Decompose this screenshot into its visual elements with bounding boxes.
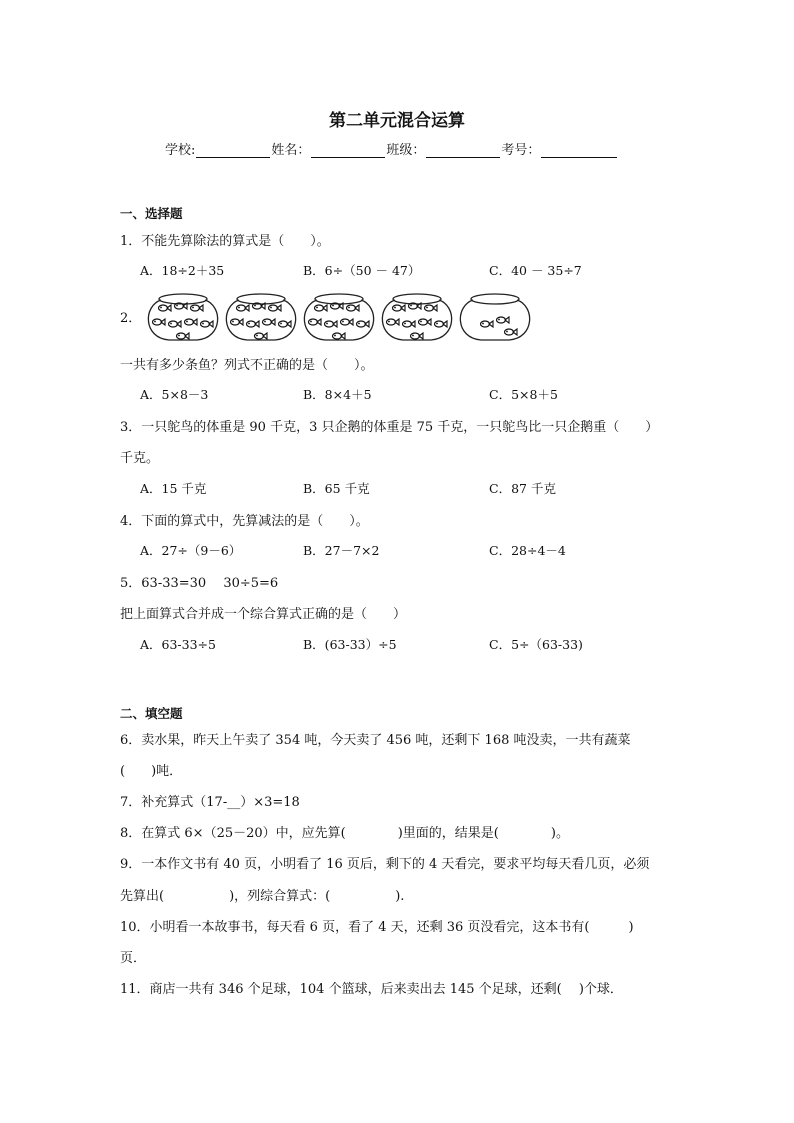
question-7-text: 7．补充算式（17-__）×3=18 <box>120 795 300 810</box>
fish-bowls-figure <box>145 288 545 346</box>
school-label: 学校: <box>165 143 196 158</box>
q5-option-c[interactable]: C．5÷（63-33) <box>489 637 583 652</box>
q3-option-b[interactable]: B．65 千克 <box>303 481 370 496</box>
number-blank[interactable] <box>541 143 617 158</box>
question-6-line-2: ( )吨． <box>120 764 183 779</box>
fish-bowl <box>148 294 217 340</box>
fish-icon <box>169 321 182 327</box>
fish-icon <box>341 319 354 325</box>
q4-option-c[interactable]: C．28÷4－4 <box>489 543 566 558</box>
q2-option-a[interactable]: A．5×8－3 <box>140 387 209 402</box>
q5-option-b[interactable]: B．(63-33）÷5 <box>303 637 397 652</box>
question-2-text: 一共有多少条鱼？列式不正确的是（ ）。 <box>120 358 374 373</box>
question-3-line-2: 千克。 <box>120 451 160 466</box>
fish-icon <box>191 305 204 311</box>
fish-icon <box>237 305 250 311</box>
school-blank[interactable] <box>196 143 270 158</box>
name-label: 姓名： <box>271 143 311 158</box>
name-blank[interactable] <box>311 143 385 158</box>
q3-option-a[interactable]: A．15 千克 <box>140 481 207 496</box>
fish-icon <box>425 305 438 311</box>
class-blank[interactable] <box>426 143 500 158</box>
fish-icon <box>309 319 322 325</box>
question-6-line-1: 6．卖水果，昨天上午卖了 354 吨，今天卖了 456 吨，还剩下 168 吨没卖，一共有蔬菜 <box>120 733 631 748</box>
fish-icon <box>419 319 432 325</box>
fish-icon <box>435 321 448 327</box>
fish-bowl <box>304 294 373 340</box>
q1-option-a[interactable]: A．18÷2＋35 <box>140 263 225 278</box>
question-4-text: 4．下面的算式中，先算减法的是（ ）。 <box>120 514 369 529</box>
fish-icon <box>333 333 346 339</box>
question-11-text: 11．商店一共有 346 个足球，104 个篮球，后来卖出去 145 个足球，还剩( )个球． <box>120 982 623 997</box>
q5-option-a[interactable]: A．63-33÷5 <box>140 637 216 652</box>
section-heading-choice: 一、选择题 <box>120 206 183 221</box>
question-9-line-1: 9．一本作文书有 40 页，小明看了 16 页后，剩下的 4 天看完，要求平均每天看几页，必须 <box>120 857 650 872</box>
question-5-line-1: 5．63-33=30 30÷5=6 <box>120 576 279 591</box>
question-1-text: 1．不能先算除法的算式是（ ）。 <box>120 234 330 249</box>
q3-option-c[interactable]: C．87 千克 <box>489 481 556 496</box>
fish-bowls-svg <box>145 288 545 342</box>
fish-icon <box>387 319 400 325</box>
q2-option-b[interactable]: B．8×4＋5 <box>303 387 372 402</box>
fish-icon <box>201 321 214 327</box>
fish-icon <box>357 321 370 327</box>
fish-icon <box>279 321 292 327</box>
fish-icon <box>315 305 328 311</box>
fish-icon <box>159 305 172 311</box>
student-info-line <box>165 139 618 158</box>
q2-option-c[interactable]: C．5×8＋5 <box>489 387 558 402</box>
fish-bowl <box>460 294 529 340</box>
fish-icon <box>153 319 166 325</box>
section-heading-fill-blank: 二、填空题 <box>120 706 183 721</box>
q1-option-b[interactable]: B．6÷（50 － 47） <box>303 263 421 278</box>
fish-bowl <box>226 294 295 340</box>
fish-icon <box>505 329 518 335</box>
fish-icon <box>393 305 406 311</box>
fish-icon <box>269 305 282 311</box>
fish-icon <box>185 319 198 325</box>
fish-icon <box>403 321 416 327</box>
q1-option-c[interactable]: C．40 － 35÷7 <box>489 263 582 278</box>
fish-bowl <box>382 294 451 340</box>
question-5-line-2: 把上面算式合并成一个综合算式正确的是（ ） <box>120 607 407 622</box>
q4-option-b[interactable]: B．27－7×2 <box>303 543 380 558</box>
fish-icon <box>231 319 244 325</box>
number-label: 考号： <box>501 143 541 158</box>
fish-icon <box>247 321 260 327</box>
question-8-text: 8．在算式 6×（25－20）中，应先算( )里面的，结果是( )。 <box>120 826 569 841</box>
question-9-line-2: 先算出( )，列综合算式：( ). <box>120 889 405 904</box>
fish-icon <box>481 321 494 327</box>
q4-option-a[interactable]: A．27÷（9－6） <box>140 543 242 558</box>
question-10-line-2: 页． <box>120 951 147 966</box>
fish-icon <box>177 333 190 339</box>
fish-icon <box>263 319 276 325</box>
question-2-number: 2． <box>120 311 142 326</box>
question-10-line-1: 10．小明看一本故事书，每天看 6 页，看了 4 天，还剩 36 页没看完，这本书有( ) <box>120 920 634 935</box>
fish-icon <box>347 305 360 311</box>
fish-icon <box>497 317 510 323</box>
class-label: 班级： <box>386 143 426 158</box>
question-3-line-1: 3．一只鸵鸟的体重是 90 千克，3 只企鹅的体重是 75 千克，一只鸵鸟比一只企鹅重（ ） <box>120 420 659 435</box>
fish-icon <box>255 333 268 339</box>
fish-icon <box>325 321 338 327</box>
page-title: 第二单元混合运算 <box>329 111 465 131</box>
fish-icon <box>411 333 424 339</box>
